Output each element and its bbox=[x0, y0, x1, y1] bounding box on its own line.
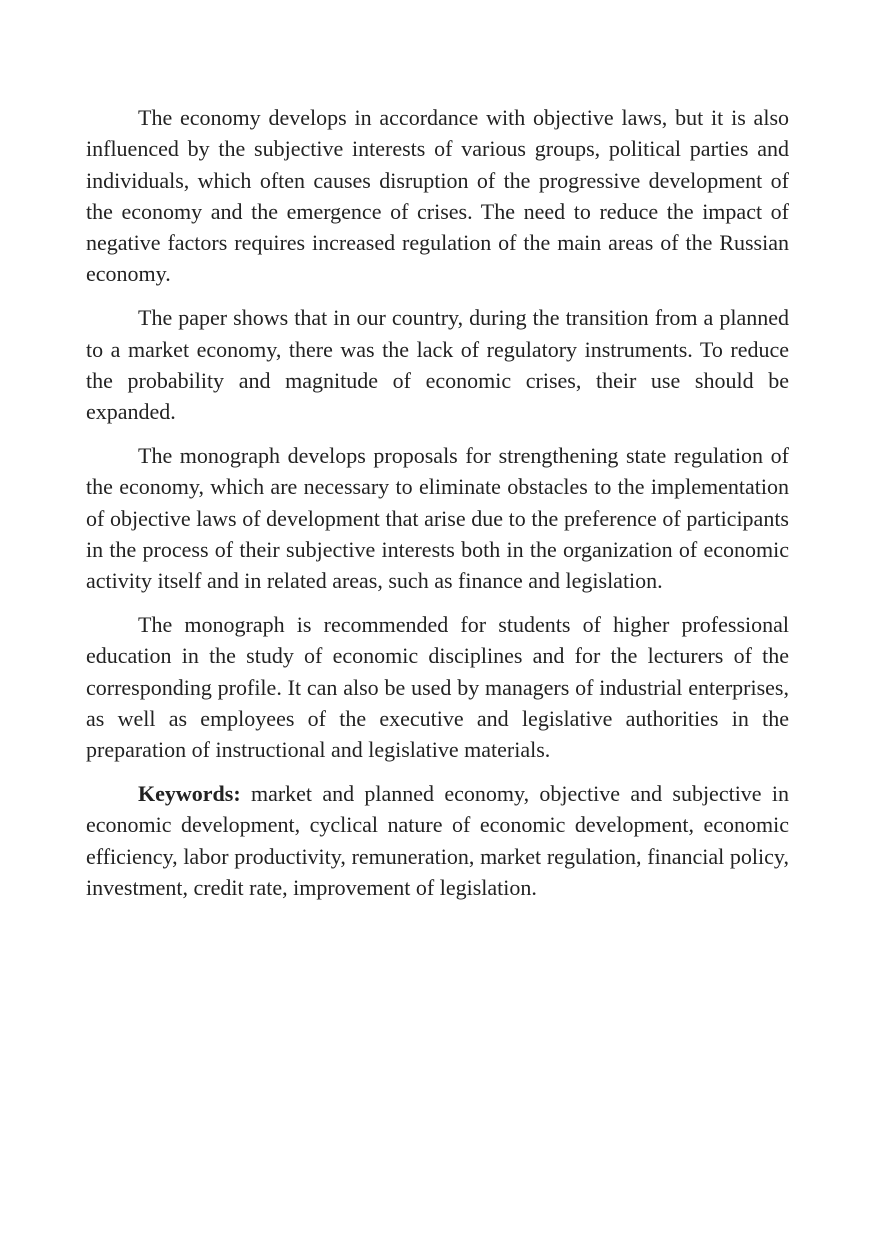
paragraph-recommendation: The monograph is recommended for students of higher professional education in the study of economic disciplines and for the lecturers of the corresponding profile. It can also be used by managers of industrial enterprises, as well as employees of the executive and legislative authorities in the preparation of instructional and legislative materials. bbox=[86, 611, 789, 763]
document-page bbox=[86, 102, 789, 916]
keywords-paragraph bbox=[86, 778, 789, 903]
paragraph-economy-laws: The economy develops in accordance with objective laws, but it is also influenced by the subjective interests of various groups, political parties and individuals, which often causes disruption of the progressive development of the economy and the emergence of crises. The need to reduce the impact of negative factors requires increased regulation of the main areas of the Russian economy. bbox=[86, 105, 789, 287]
keywords-text: market and planned economy, objective and subjective in economic development, cyclical nature of economic development, economic efficiency, labor productivity, remuneration, market regulation, financial policy, investment, credit rate, improvement of legislation. bbox=[86, 780, 789, 900]
keywords-label: Keywords: bbox=[138, 780, 241, 806]
paragraph-monograph-proposals: The monograph develops proposals for strengthening state regulation of the economy, which are necessary to eliminate obstacles to the implementation of objective laws of development that arise due to the preference of participants in the process of their subjective interests both in the organization of economic activity itself and in related areas, such as finance and legislation. bbox=[86, 442, 789, 594]
paragraph-transition: The paper shows that in our country, during the transition from a planned to a market economy, there was the lack of regulatory instruments. To reduce the probability and magnitude of economic crises, their use should be expanded. bbox=[86, 305, 789, 425]
